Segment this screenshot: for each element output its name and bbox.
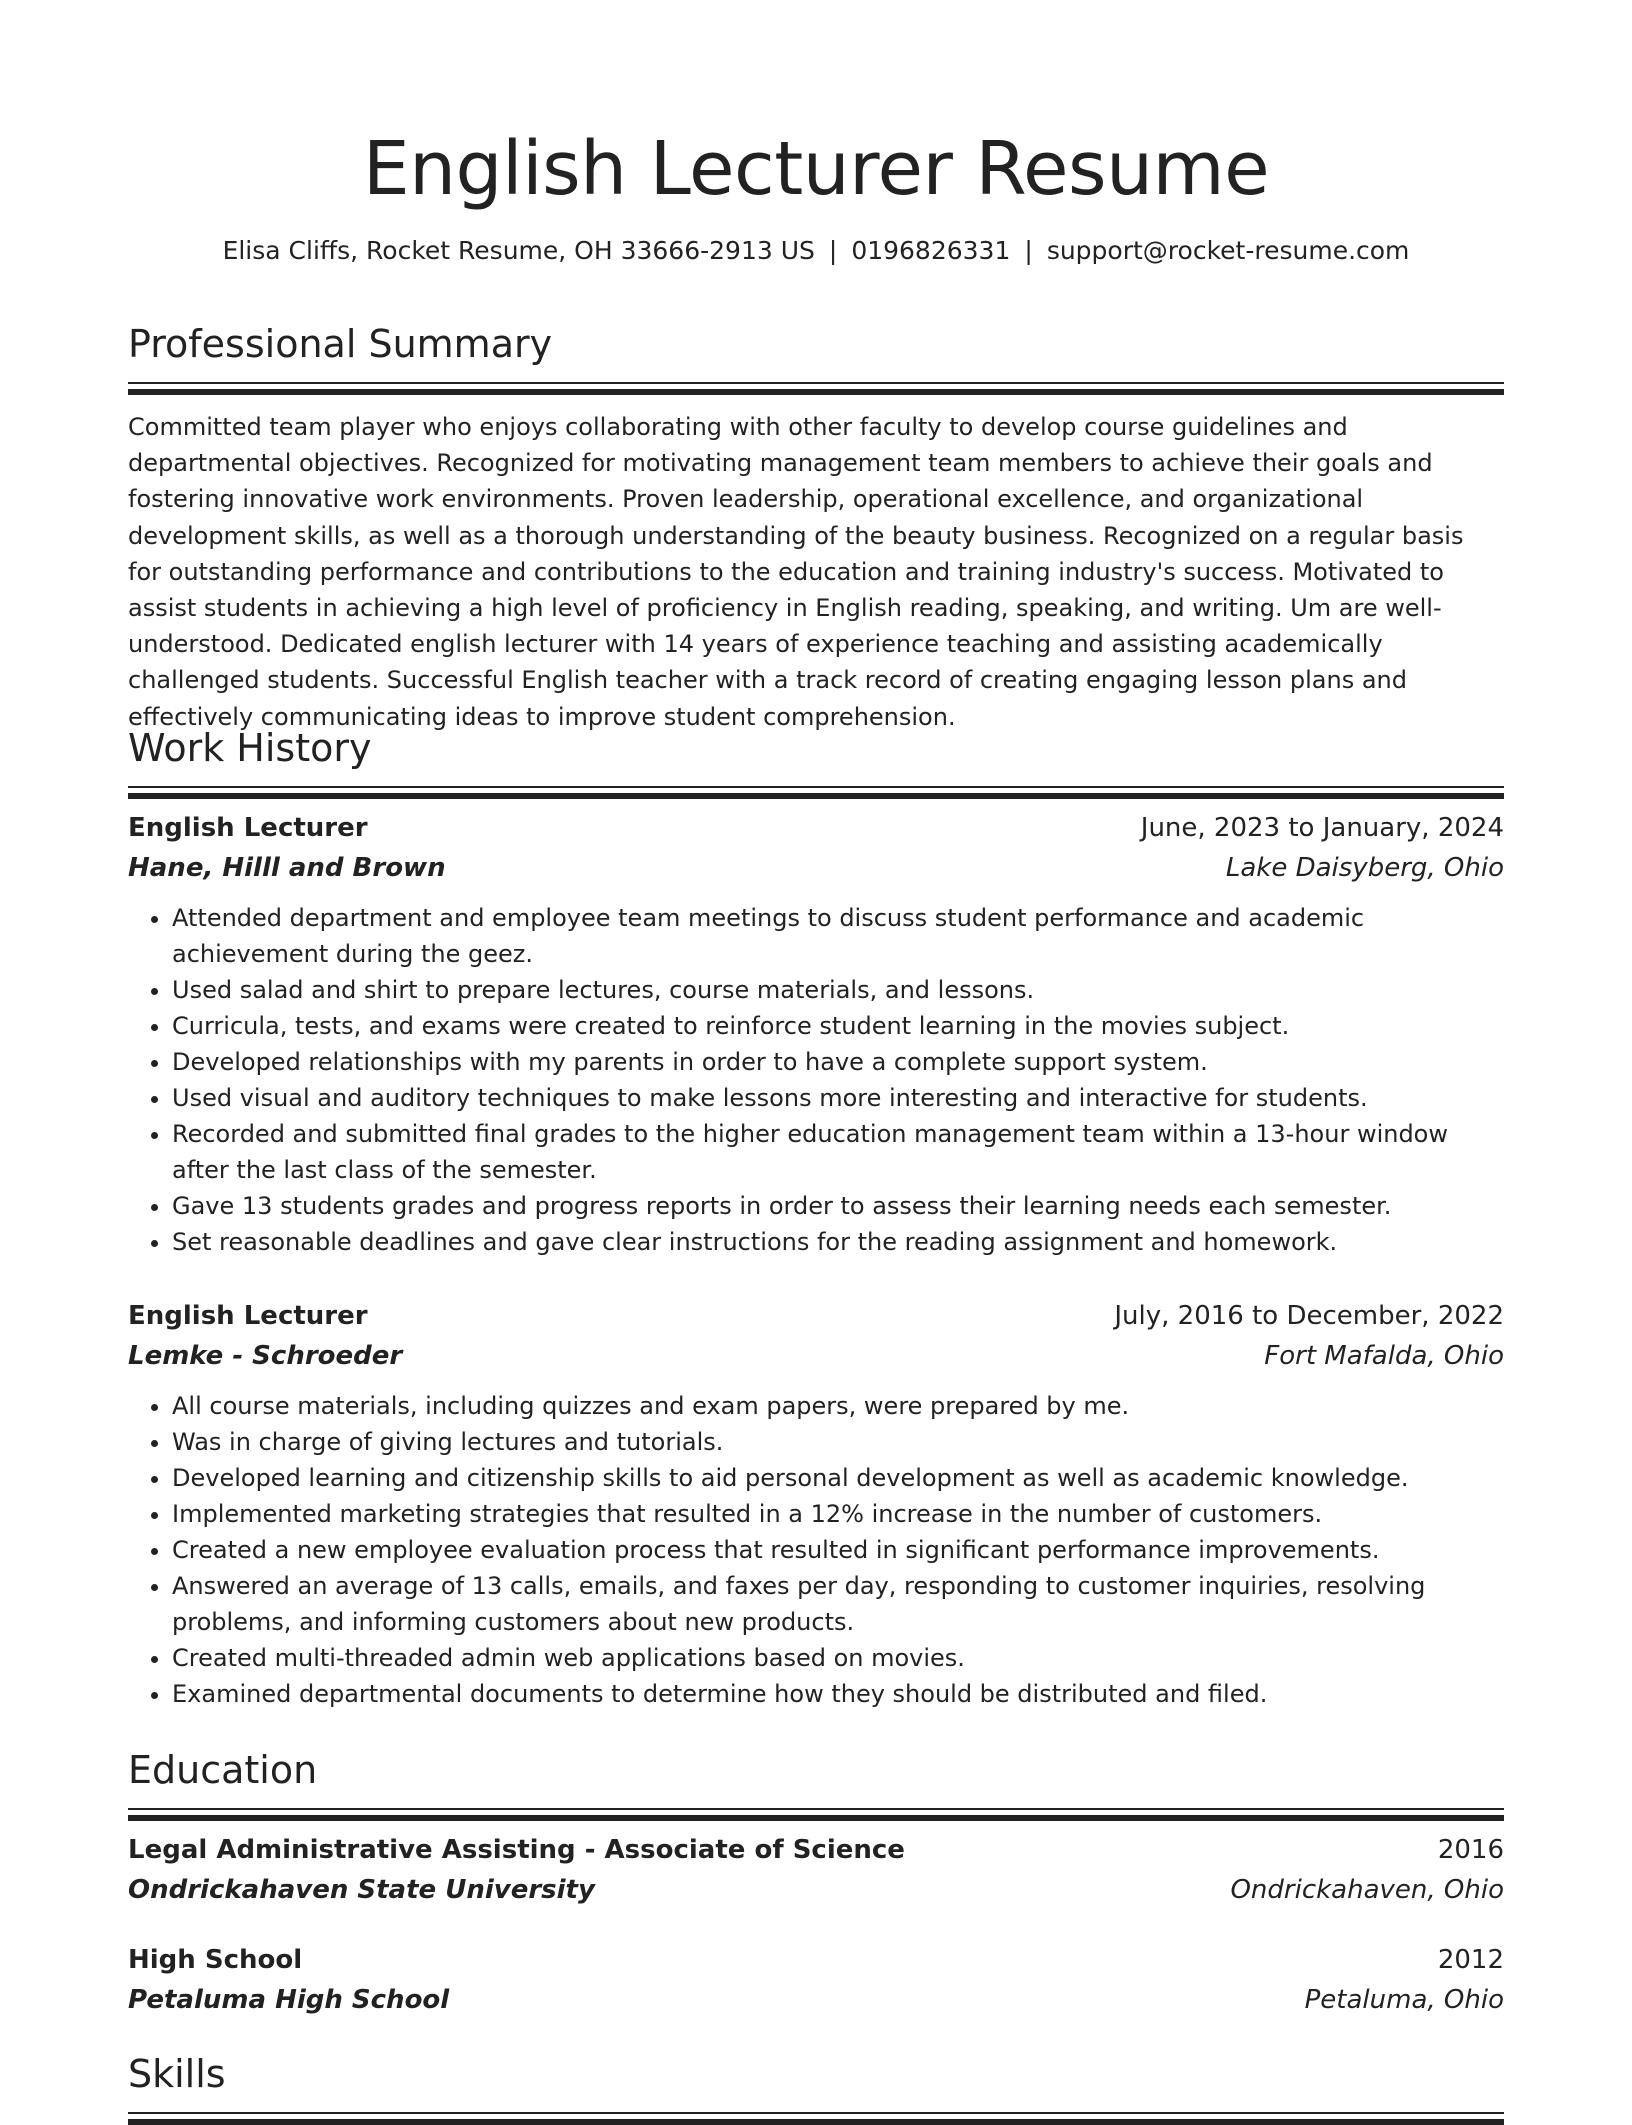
list-item: • Developed relationships with my parents in order to have a complete support system. <box>172 1044 1504 1080</box>
page-title: English Lecturer Resume <box>362 126 1270 212</box>
section-heading-education: Education <box>128 1748 318 1792</box>
list-item: • Used visual and auditory techniques to make lessons more interesting and interactive for students. <box>172 1080 1504 1116</box>
section-divider <box>128 382 1504 395</box>
section-divider <box>128 1808 1504 1821</box>
job-dates: June, 2023 to January, 2024 <box>1140 813 1504 843</box>
education-school-row <box>128 1980 1504 2020</box>
list-item: • Examined departmental documents to determine how they should be distributed and filed. <box>172 1676 1504 1712</box>
job-header-row <box>128 808 1504 848</box>
job-header-row <box>128 1296 1504 1336</box>
job-bullet-list <box>128 1388 1504 1712</box>
list-item: • Created a new employee evaluation process that resulted in significant performance improvements. <box>172 1532 1504 1568</box>
education-location: Ondrickahaven, Ohio <box>1230 1875 1504 1905</box>
job-bullet-list <box>128 900 1504 1260</box>
resume-page <box>128 0 1504 2096</box>
education-school: Ondrickahaven State University <box>128 1875 595 1905</box>
section-divider <box>128 786 1504 799</box>
job-company-row <box>128 1336 1504 1376</box>
summary-text: Committed team player who enjoys collaborating with other faculty to develop course guidelines and departmental objectives. Recognized for motivating management team members to achieve their goals and fostering innovative work environments. Proven leadership, operational excellence, and organizational development skills, as well as a thorough understanding of the beauty business. Recognized on a regular basis for outstanding performance and contributions to the education and training industry's success. Motivated to assist students in achieving a high level of proficiency in English reading, speaking, and writing. Um are well-understood. Dedicated english lecturer with 14 years of experience teaching and assisting academically challenged students. Successful English teacher with a track record of creating engaging lesson plans and effectively communicating ideas to improve student comprehension. <box>128 413 1464 731</box>
contact-email: support@rocket-resume.com <box>1046 236 1410 265</box>
list-item: • All course materials, including quizzes and exam papers, were prepared by me. <box>172 1388 1504 1424</box>
contact-phone: 0196826331 <box>851 236 1011 265</box>
list-item: • Gave 13 students grades and progress reports in order to assess their learning needs each semester. <box>172 1188 1504 1224</box>
work-history-section <box>128 724 1504 799</box>
education-year: 2012 <box>1437 1945 1504 1975</box>
list-item: • Set reasonable deadlines and gave clear instructions for the reading assignment and homework. <box>172 1224 1504 1260</box>
list-item: • Used salad and shirt to prepare lectures, course materials, and lessons. <box>172 972 1504 1008</box>
list-item: • Attended department and employee team meetings to discuss student performance and academic achievement during the geez. <box>172 900 1504 972</box>
job-title: English Lecturer <box>128 1301 368 1331</box>
professional-summary-section <box>128 320 1504 735</box>
contact-separator: | <box>1024 236 1033 265</box>
education-school-row <box>128 1870 1504 1910</box>
section-divider <box>128 2112 1504 2125</box>
education-year: 2016 <box>1437 1835 1504 1865</box>
skills-section <box>128 2050 1504 2125</box>
education-entry <box>128 1940 1504 2020</box>
job-title: English Lecturer <box>128 813 368 843</box>
section-heading-summary: Professional Summary <box>128 322 553 366</box>
contact-separator: | <box>828 236 838 265</box>
education-entry <box>128 1830 1504 1910</box>
job-company: Lemke - Schroeder <box>128 1341 403 1371</box>
list-item: • Curricula, tests, and exams were created to reinforce student learning in the movies subject. <box>172 1008 1504 1044</box>
section-heading-work: Work History <box>128 726 372 770</box>
section-heading-skills: Skills <box>128 2052 226 2096</box>
contact-address: Elisa Cliffs, Rocket Resume, OH 33666-2913 US <box>222 236 815 265</box>
list-item: • Developed learning and citizenship skills to aid personal development as well as academic knowledge. <box>172 1460 1504 1496</box>
list-item: • Recorded and submitted final grades to the higher education management team within a 13-hour window after the last class of the semester. <box>172 1116 1504 1188</box>
job-entry <box>128 1296 1504 1712</box>
education-section <box>128 1746 1504 1821</box>
job-location: Fort Mafalda, Ohio <box>1264 1341 1504 1371</box>
job-dates: July, 2016 to December, 2022 <box>1114 1301 1504 1331</box>
education-degree: Legal Administrative Assisting - Associate of Science <box>128 1835 905 1865</box>
education-header-row <box>128 1940 1504 1980</box>
job-entry <box>128 808 1504 1260</box>
job-company: Hane, Hilll and Brown <box>128 853 446 883</box>
job-company-row <box>128 848 1504 888</box>
list-item: • Created multi-threaded admin web applications based on movies. <box>172 1640 1504 1676</box>
education-school: Petaluma High School <box>128 1985 450 2015</box>
education-degree: High School <box>128 1945 303 1975</box>
job-location: Lake Daisyberg, Ohio <box>1225 853 1504 883</box>
list-item: • Answered an average of 13 calls, emails, and faxes per day, responding to customer inquiries, resolving problems, and informing customers about new products. <box>172 1568 1504 1640</box>
education-location: Petaluma, Ohio <box>1304 1985 1504 2015</box>
contact-line <box>128 234 1504 268</box>
list-item: • Was in charge of giving lectures and tutorials. <box>172 1424 1504 1460</box>
education-header-row <box>128 1830 1504 1870</box>
list-item: • Implemented marketing strategies that resulted in a 12% increase in the number of customers. <box>172 1496 1504 1532</box>
